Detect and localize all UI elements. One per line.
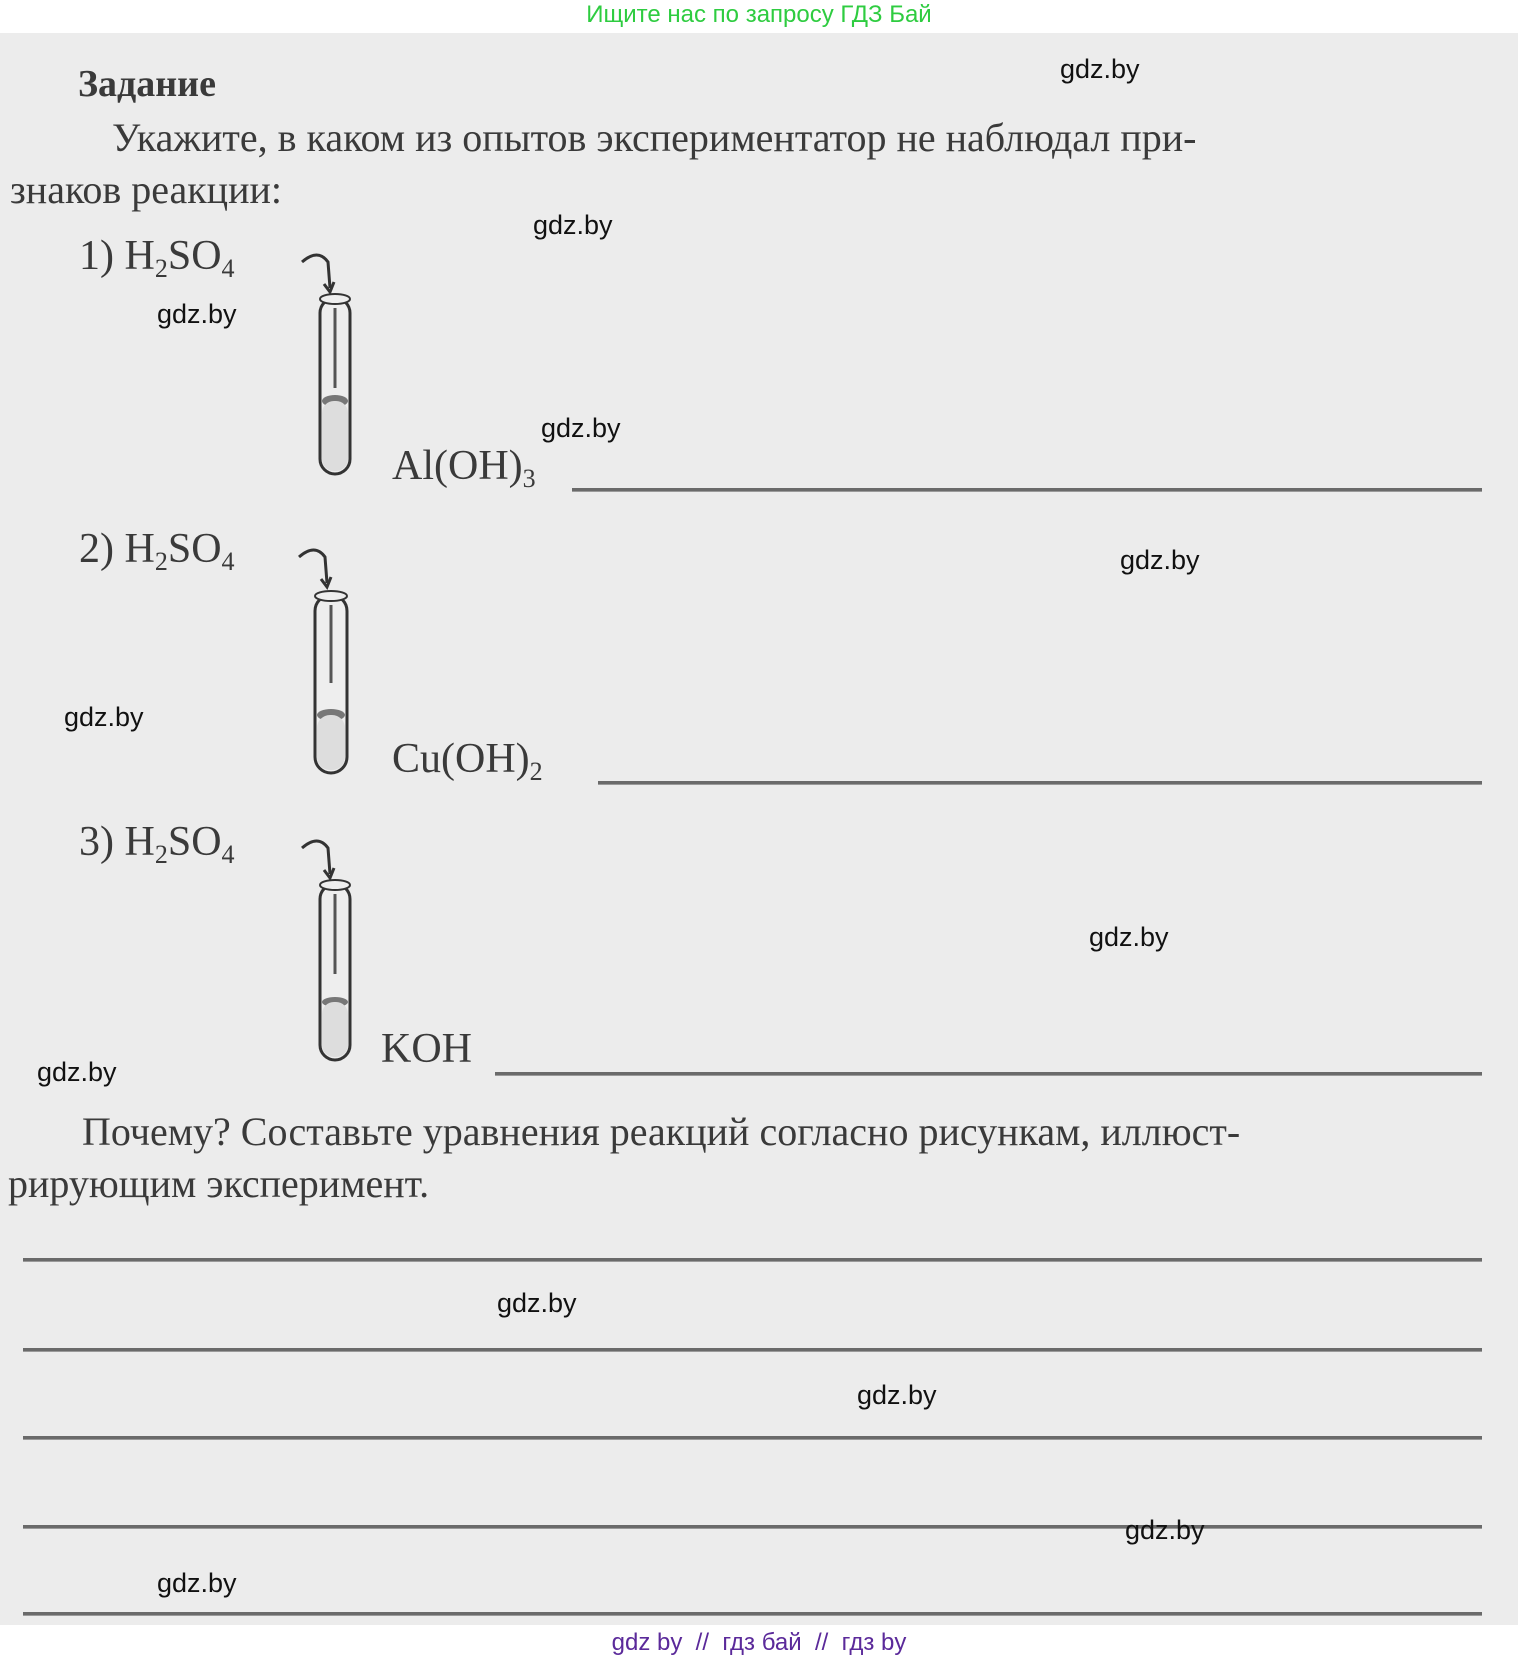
why-line-1: Почему? Составьте уравнения реакций согласно рисункам, иллюст-: [82, 1109, 1241, 1154]
watermark: gdz.by: [497, 1288, 577, 1318]
answer-line-1[interactable]: [572, 488, 1482, 492]
equation-line-3[interactable]: [23, 1436, 1482, 1440]
watermark: gdz.by: [1125, 1515, 1205, 1545]
test-tube-2-icon: [295, 543, 355, 778]
watermark: gdz.by: [1120, 545, 1200, 575]
watermark: gdz.by: [533, 210, 613, 240]
task-heading: Задание: [78, 63, 216, 105]
question-line-1: Укажите, в каком из опытов экспериментатор не наблюдал при-: [112, 115, 1197, 160]
why-line-2: рирующим эксперимент.: [8, 1161, 430, 1206]
answer-line-3[interactable]: [495, 1072, 1482, 1076]
test-tube-1-icon: [298, 248, 358, 478]
question-line-2: знаков реакции:: [10, 167, 283, 212]
watermark: gdz.by: [1060, 54, 1140, 84]
answer-line-2[interactable]: [598, 781, 1482, 785]
search-banner[interactable]: [0, 0, 1518, 33]
equation-line-1[interactable]: [23, 1258, 1482, 1262]
watermark: gdz.by: [157, 1568, 237, 1598]
reagent-2: $Cu(OH)_2$: [392, 736, 543, 786]
footer-links[interactable]: [0, 1625, 1518, 1660]
equation-line-4[interactable]: [23, 1525, 1482, 1529]
equation-line-2[interactable]: [23, 1348, 1482, 1352]
watermark: gdz.by: [857, 1380, 937, 1410]
equation-line-5[interactable]: [23, 1612, 1482, 1616]
experiment-3-label: 3) $H_2SO_4$: [79, 819, 235, 869]
experiment-1-label: 1) $H_2SO_4$: [79, 233, 235, 283]
banner-text: Ищите нас по запросу ГДЗ Бай: [586, 1, 932, 28]
watermark: gdz.by: [157, 299, 237, 329]
reagent-1: $Al(OH)_3$: [392, 443, 536, 493]
test-tube-3-icon: [298, 834, 358, 1066]
watermark: gdz.by: [541, 413, 621, 443]
watermark: gdz.by: [37, 1057, 117, 1087]
footer-text: gdz by // гдз бай // гдз by: [611, 1629, 907, 1656]
watermark: gdz.by: [64, 702, 144, 732]
watermark: gdz.by: [1089, 922, 1169, 952]
reagent-3: KOH: [381, 1026, 472, 1072]
experiment-2-label: 2) $H_2SO_4$: [79, 526, 235, 576]
